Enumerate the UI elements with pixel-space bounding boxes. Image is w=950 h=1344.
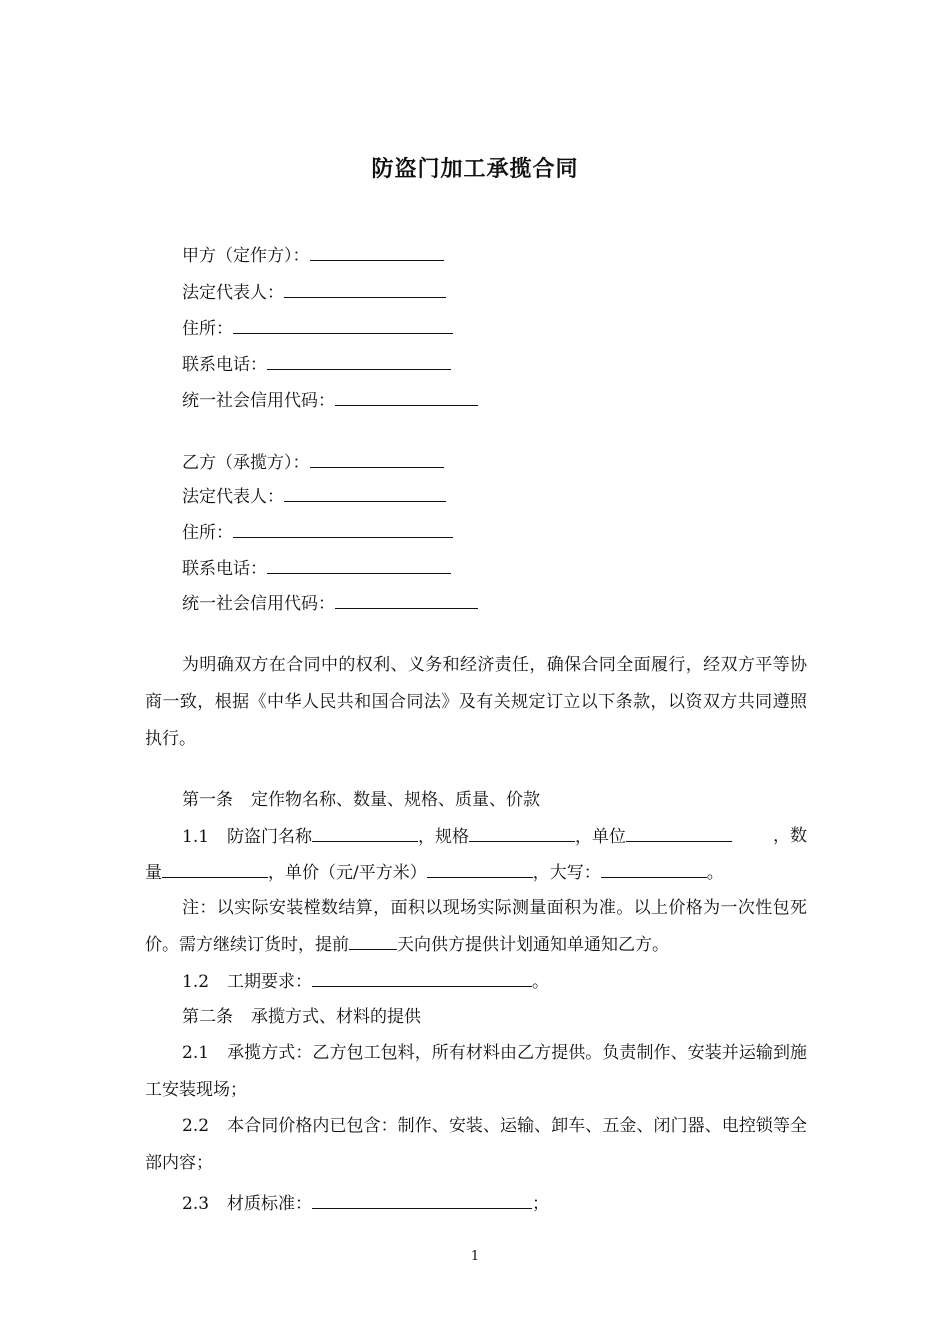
clause-2-2-number: 2.2: [182, 1116, 210, 1136]
party-a-code-line: [182, 389, 478, 412]
party-a-header-line: [182, 244, 444, 267]
party-a-phone-label: 联系电话：: [182, 355, 267, 375]
clause-1-1-qty-label-b: 量: [145, 863, 162, 883]
article-1-number: 第一条: [182, 790, 233, 810]
party-a-phone-blank[interactable]: [267, 353, 451, 370]
article-1-title: 定作物名称、数量、规格、质量、价款: [251, 790, 540, 810]
party-a-address-label: 住所：: [182, 319, 233, 339]
clause-2-3-line: [182, 1192, 549, 1215]
clause-1-1-line-1: [182, 825, 807, 848]
amount-in-words-blank[interactable]: [601, 861, 707, 878]
schedule-blank[interactable]: [312, 970, 532, 987]
clause-2-3-end: ；: [532, 1194, 550, 1214]
clause-1-1-price-label: ，单价（元/平方米）: [268, 863, 427, 883]
door-name-blank[interactable]: [312, 825, 418, 842]
unit-blank[interactable]: [626, 825, 732, 842]
clause-1-2-line: [182, 970, 549, 993]
party-b-phone-label: 联系电话：: [182, 559, 267, 579]
quantity-blank[interactable]: [162, 861, 268, 878]
page-number: 1: [470, 1249, 480, 1264]
party-b-address-label: 住所：: [182, 523, 233, 543]
advance-days-blank[interactable]: [349, 933, 397, 950]
clause-1-2-end: 。: [532, 972, 550, 992]
party-b-code-label: 统一社会信用代码：: [182, 594, 335, 614]
party-a-rep-line: [182, 281, 446, 304]
clause-1-1-name-label: 防盗门名称: [227, 827, 313, 847]
clause-1-1-caps-label: ，大写：: [532, 863, 601, 883]
spec-blank[interactable]: [469, 825, 575, 842]
clause-1-2-number: 1.2: [182, 972, 210, 992]
note-paragraph: [145, 890, 807, 964]
article-2-title: 承揽方式、材料的提供: [251, 1007, 421, 1027]
party-b-header-line: [182, 451, 444, 474]
article-1-heading: [182, 789, 540, 811]
party-b-rep-blank[interactable]: [284, 485, 446, 502]
document-title: 防盗门加工承揽合同: [371, 156, 579, 182]
clause-2-1: [145, 1035, 807, 1109]
party-a-code-blank[interactable]: [335, 389, 478, 406]
party-b-rep-label: 法定代表人：: [182, 487, 284, 507]
party-b-address-line: [182, 521, 453, 544]
clause-1-1-unit-label: ，单位: [575, 827, 627, 847]
clause-2-3-number: 2.3: [182, 1194, 210, 1214]
note-text-a: 注：以实际安装樘数结算，面积以现场实际测量面积为准。以上价格为一次性包死价。需方继续订货时，提前: [145, 898, 807, 955]
unit-price-blank[interactable]: [427, 861, 533, 878]
article-2-heading: [182, 1006, 421, 1028]
clause-1-1-line-2: [145, 861, 724, 884]
party-a-header: 甲方（定作方）：: [182, 246, 310, 266]
party-b-code-blank[interactable]: [335, 592, 478, 609]
clause-1-1-end: 。: [706, 863, 724, 883]
intro-paragraph: 为明确双方在合同中的权利、义务和经济责任，确保合同全面履行，经双方平等协商一致，根据《中华人民共和国合同法》及有关规定订立以下条款，以资双方共同遵照执行。: [145, 655, 807, 749]
party-b-rep-line: [182, 485, 446, 508]
note-text-b: 天向供方提供计划通知单通知乙方。: [397, 935, 669, 955]
party-b-phone-blank[interactable]: [267, 557, 451, 574]
clause-1-2-label: 工期要求：: [227, 972, 313, 992]
clause-2-1-text: 承揽方式：乙方包工包料，所有材料由乙方提供。负责制作、安装并运输到施工安装现场；: [145, 1043, 807, 1100]
party-a-name-blank[interactable]: [310, 244, 444, 261]
article-2-number: 第二条: [182, 1007, 233, 1027]
clause-2-1-number: 2.1: [182, 1043, 210, 1063]
material-standard-blank[interactable]: [312, 1192, 532, 1209]
clause-1-1-spec-label: ，规格: [418, 827, 470, 847]
clause-1-1-number: 1.1: [182, 827, 210, 847]
party-b-header: 乙方（承揽方）：: [182, 453, 310, 473]
party-a-address-line: [182, 317, 453, 340]
party-b-address-blank[interactable]: [233, 521, 453, 538]
party-b-code-line: [182, 592, 478, 615]
party-a-code-label: 统一社会信用代码：: [182, 391, 335, 411]
party-a-phone-line: [182, 353, 451, 376]
party-a-rep-label: 法定代表人：: [182, 283, 284, 303]
party-a-address-blank[interactable]: [233, 317, 453, 334]
party-b-phone-line: [182, 557, 451, 580]
clause-1-1-qty-label-a: ，数: [773, 826, 807, 846]
clause-2-2-text: 本合同价格内已包含：制作、安装、运输、卸车、五金、闭门器、电控锁等全部内容；: [145, 1116, 807, 1173]
party-a-rep-blank[interactable]: [284, 281, 446, 298]
clause-2-2: [145, 1108, 807, 1182]
clause-2-3-label: 材质标准：: [227, 1194, 313, 1214]
party-b-name-blank[interactable]: [310, 451, 444, 468]
